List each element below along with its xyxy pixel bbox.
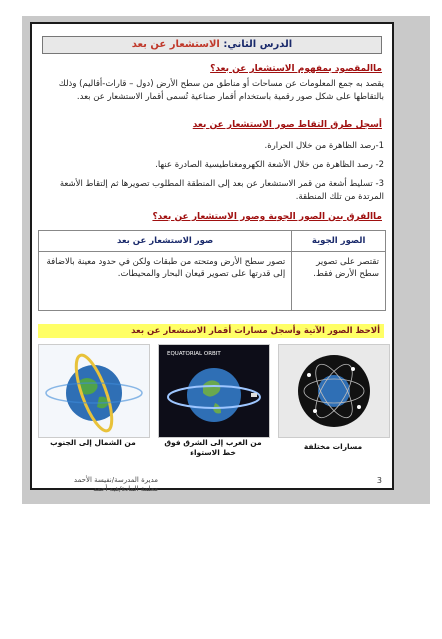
- lesson-title: [42, 36, 382, 54]
- cell-aerial: تقتصر على تصوير سطح الأرض فقط.: [292, 252, 386, 311]
- method-1: 1-رصد الظاهرة من خلال الحرارة.: [264, 141, 384, 151]
- caption-west-east: من الغرب إلى الشرق فوق خط الاستواء: [164, 438, 262, 457]
- q2-heading: أسجل طرق التقاط صور الاستشعار عن بعد: [192, 120, 382, 130]
- equatorial-orbit-image: [158, 344, 270, 438]
- method-3: 3- تسليط أشعة من قمر الاستشعار عن بعد إلى المنطقة المطلوب تصويرها ثم إلتقاط الأشعة المرتدة من تلك المنطقة.: [59, 179, 384, 202]
- polar-orbit-globe-icon: [39, 345, 149, 437]
- q3-heading: ماالفرق بين الصور الجوية وصور الاستشعار عن بعد؟: [152, 212, 382, 222]
- polar-orbit-image: [38, 344, 150, 438]
- caption-north-south: من الشمال إلى الجنوب: [50, 438, 136, 447]
- caption-various-orbits: مسارات مختلفة: [303, 442, 363, 451]
- page-number: 3: [376, 476, 382, 485]
- col-header-remote: صور الاستشعار عن بعد: [39, 231, 292, 252]
- q1-heading: ماالمقصود بمفهوم الاستشعار عن بعد؟: [210, 64, 382, 74]
- q1-text: يقصد به جمع المعلومات عن مساحات أو مناطق من سطح الأرض (دول – قارات-أقاليم) وذلك بالتقاطها على شكل صور رقمية باستخدام أقمار صناعية تُسمى أقمار الاستشعار عن بعد.: [58, 79, 384, 102]
- comparison-table: [38, 230, 386, 311]
- document-page: [30, 22, 394, 493]
- multiple-orbits-image: [278, 344, 390, 438]
- multiple-orbits-globe-icon: [279, 345, 389, 437]
- cell-remote: تصور سطح الأرض ومتحته من طبقات ولكن في حدود معينة بالاضافة إلى قدرتها على تصوير قيعان البحار والمحيطات.: [39, 252, 292, 311]
- footer-principal: مديرة المدرسة/نفيسة الأحمد: [73, 476, 158, 484]
- equatorial-orbit-globe-icon: [159, 345, 269, 437]
- highlight-instruction: ألاحظ الصور الآتية وأسجل مسارات أقمار الاستشعار عن بعد: [38, 324, 384, 338]
- col-header-aerial: الصور الجوية: [292, 231, 386, 252]
- method-2: 2- رصد الظاهرة من خلال الأشعة الكهرومغناطيسية الصادرة عنها.: [155, 160, 384, 170]
- footer-teacher: معلمة المادة/هبه أحمد: [93, 485, 158, 493]
- footer-credits: [38, 476, 158, 494]
- lesson-title-main: الاستشعار عن بعد: [131, 39, 220, 50]
- lesson-title-prefix: الدرس الثاني:: [219, 39, 293, 50]
- equatorial-orbit-label: EQUATORIAL ORBIT: [167, 351, 221, 357]
